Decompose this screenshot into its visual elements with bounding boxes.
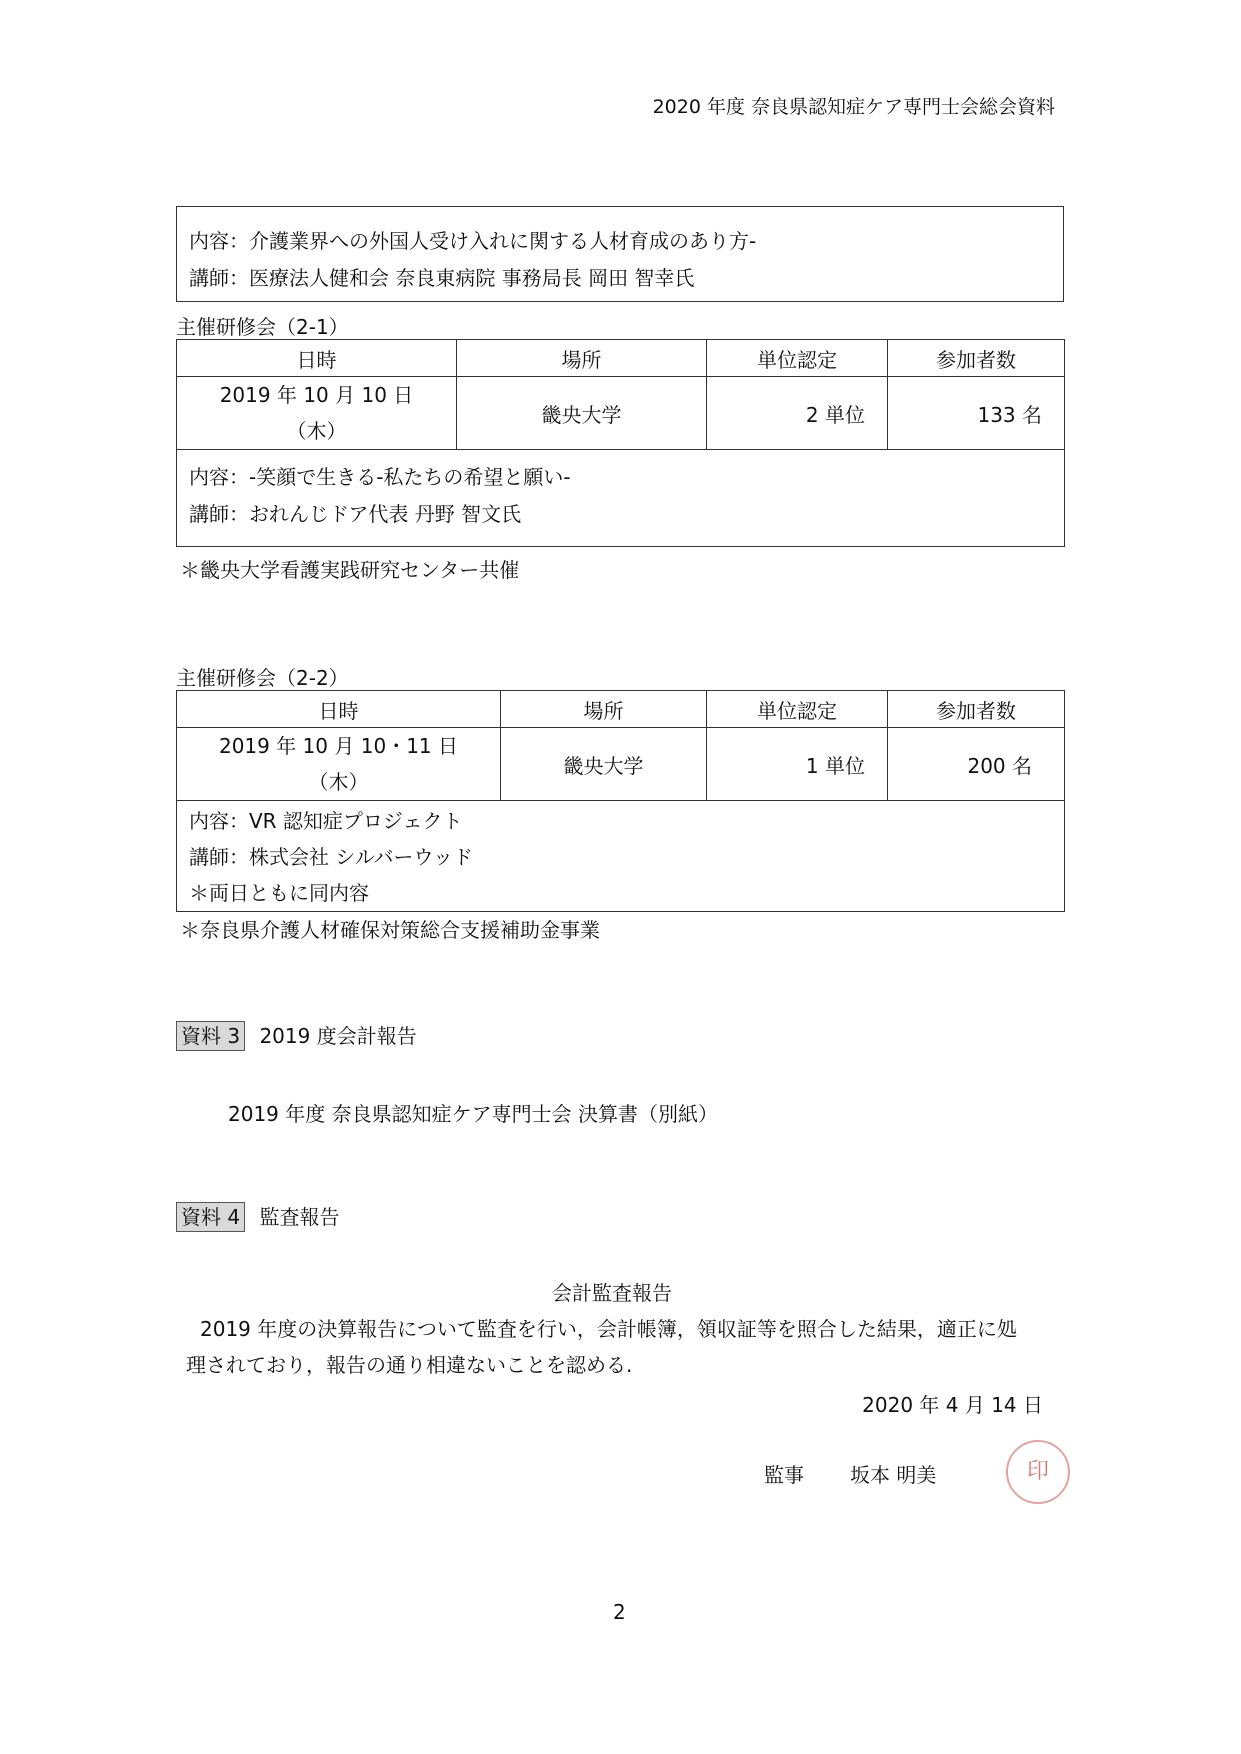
doc-4-title: 監査報告 <box>259 1205 340 1229</box>
weekday-text: （木） <box>308 770 369 794</box>
cell-details <box>177 801 1065 912</box>
col-header-participants: 参加者数 <box>888 340 1065 377</box>
seminar-2-2-note: ＊奈良県介護人材確保対策総合支援補助金事業 <box>180 918 600 942</box>
col-header-credit: 単位認定 <box>707 691 888 728</box>
seminar-2-1-table <box>176 339 1065 547</box>
col-header-participants: 参加者数 <box>888 691 1065 728</box>
seminar-1-details-box <box>176 206 1064 302</box>
doc-4-label: 資料 4 <box>176 1202 245 1232</box>
seminar-2-1-title: 主催研修会（2-1） <box>176 315 349 339</box>
document-header: 2020 年度 奈良県認知症ケア専門士会総会資料 <box>652 96 1055 118</box>
auditor-role: 監事 <box>764 1463 804 1487</box>
cell-participants: 133 名 <box>888 377 1065 450</box>
col-header-date: 日時 <box>177 691 501 728</box>
col-header-credit: 単位認定 <box>707 340 888 377</box>
page-number: 2 <box>613 1600 626 1624</box>
cell-credit: 1 単位 <box>707 728 888 801</box>
doc-3-heading <box>176 1020 417 1049</box>
seminar-2-1-note: ＊畿央大学看護実践研究センター共催 <box>180 558 520 582</box>
seminar-1-lecturer: 講師：医療法人健和会 奈良東病院 事務局長 岡田 智幸氏 <box>189 266 695 290</box>
audit-body-line-1: 2019 年度の決算報告について監査を行い，会計帳簿，領収証等を照合した結果，適正に処 <box>200 1317 1017 1341</box>
seal-stamp-icon: 印 <box>1006 1440 1070 1504</box>
date-text: 2019 年 10 月 10・11 日 <box>218 734 459 758</box>
auditor-name: 坂本 明美 <box>850 1463 937 1487</box>
seminar-2-2-both-days: ＊両日ともに同内容 <box>189 881 369 905</box>
seminar-2-1-lecturer: 講師：おれんじドア代表 丹野 智文氏 <box>189 502 522 526</box>
date-text: 2019 年 10 月 10 日 <box>219 383 414 407</box>
audit-date: 2020 年 4 月 14 日 <box>862 1393 1043 1417</box>
col-header-date: 日時 <box>177 340 457 377</box>
doc-3-body: 2019 年度 奈良県認知症ケア専門士会 決算書（別紙） <box>228 1102 718 1126</box>
seminar-2-2-title: 主催研修会（2-2） <box>176 666 349 690</box>
cell-details <box>177 450 1065 547</box>
col-header-place: 場所 <box>457 340 707 377</box>
doc-3-label: 資料 3 <box>176 1021 245 1051</box>
seminar-1-content: 内容：介護業界への外国人受け入れに関する人材育成のあり方- <box>189 229 757 253</box>
weekday-text: （木） <box>286 419 347 443</box>
cell-credit: 2 単位 <box>707 377 888 450</box>
seminar-2-2-content: 内容：VR 認知症プロジェクト <box>189 809 463 833</box>
cell-place: 畿央大学 <box>457 377 707 450</box>
col-header-place: 場所 <box>501 691 707 728</box>
doc-4-heading <box>176 1201 339 1230</box>
cell-participants: 200 名 <box>888 728 1065 801</box>
cell-date <box>177 728 501 801</box>
cell-date <box>177 377 457 450</box>
cell-place: 畿央大学 <box>501 728 707 801</box>
seminar-2-2-table <box>176 690 1065 912</box>
seminar-2-1-content: 内容：-笑顔で生きる-私たちの希望と願い- <box>189 465 571 489</box>
audit-body-line-2: 理されており，報告の通り相違ないことを認める. <box>186 1353 633 1377</box>
audit-report-heading: 会計監査報告 <box>552 1281 672 1305</box>
seminar-2-2-lecturer: 講師：株式会社 シルバーウッド <box>189 845 474 869</box>
doc-3-title: 2019 度会計報告 <box>259 1024 417 1048</box>
